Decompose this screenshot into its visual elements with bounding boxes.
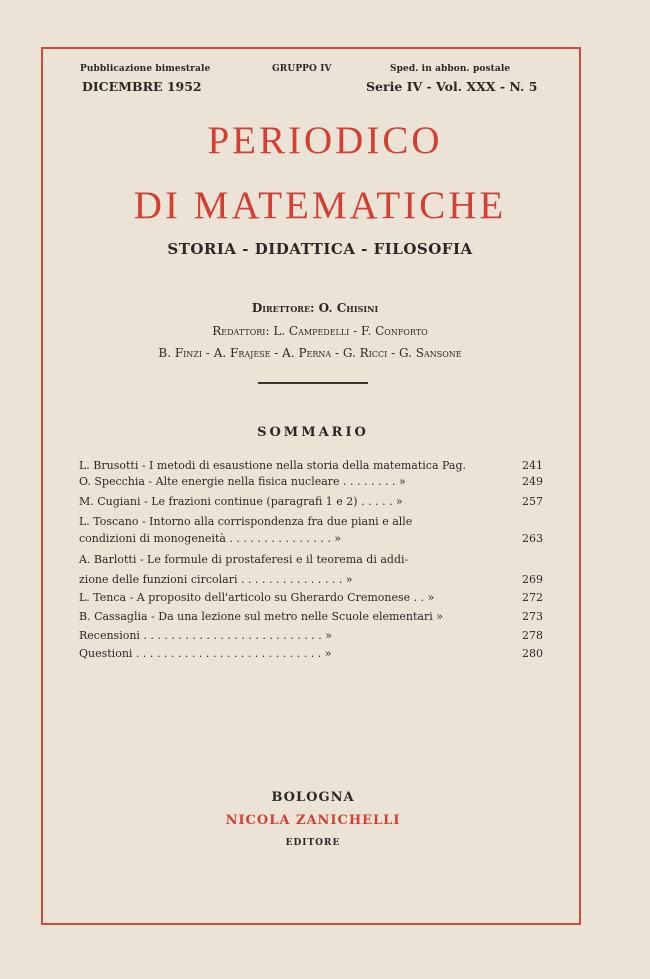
postal-label: Sped. in abbon. postale: [390, 64, 511, 74]
publisher-role: EDITORE: [285, 838, 341, 848]
toc-entry-page: 273: [522, 610, 543, 623]
toc-entry-text: M. Cugiani - Le frazioni continue (paragrafi 1 e 2) . . . . . »: [79, 495, 403, 508]
toc-entry: [79, 590, 543, 606]
divider-rule: [258, 382, 368, 384]
publisher-city: BOLOGNA: [271, 790, 355, 805]
toc-entry: [79, 609, 543, 625]
title-line-2: DI MATEMATICHE: [133, 184, 507, 227]
toc-entry-text: A. Barlotti - Le formule di prostaferesi e il teorema di addi-: [79, 553, 409, 566]
issue-date: DICEMBRE 1952: [82, 79, 202, 94]
toc-entry: [79, 628, 543, 644]
title-line-1: PERIODICO: [207, 119, 443, 162]
group-label: GRUPPO IV: [272, 64, 332, 74]
director-line: Direttore: O. Chisini: [251, 301, 379, 315]
summary-heading: SOMMARIO: [257, 425, 369, 440]
toc-entry-page: 249: [522, 475, 543, 488]
toc-entry-text: L. Brusotti - I metodi di esaustione nella storia della matematica Pag.: [79, 459, 467, 472]
toc-entry: [79, 552, 543, 568]
toc-entry-page: 263: [522, 532, 543, 545]
toc-entry: [79, 646, 543, 662]
toc-entry-page: 257: [522, 495, 543, 508]
periodicity-label: Pubblicazione bimestrale: [80, 64, 211, 74]
toc-entry: [79, 514, 543, 530]
toc-entry: [79, 474, 543, 490]
subtitle: STORIA - DIDATTICA - FILOSOFIA: [167, 240, 473, 258]
toc-entry-text: L. Toscano - Intorno alla corrispondenza fra due piani e alle: [79, 515, 413, 528]
toc-entry-text: B. Cassaglia - Da una lezione sul metro nelle Scuole elementari »: [79, 610, 443, 623]
contributors-line: B. Finzi - A. Frajese - A. Perna - G. Ricci - G. Sansone: [158, 346, 462, 360]
toc-entry-text: Recensioni . . . . . . . . . . . . . . . . . . . . . . . . . . »: [79, 629, 332, 642]
editors-line: Redattori: L. Campedelli - F. Conforto: [212, 324, 428, 338]
toc-entry-page: 241: [522, 459, 543, 472]
toc-entry: [79, 572, 543, 588]
toc-entry-page: 269: [522, 573, 543, 586]
toc-entry-text: condizioni di monogeneità . . . . . . . . . . . . . . . »: [79, 532, 342, 545]
toc-entry-text: zione delle funzioni circolari . . . . . . . . . . . . . . . »: [79, 573, 353, 586]
publisher-name: NICOLA ZANICHELLI: [225, 813, 401, 828]
toc-entry-text: Questioni . . . . . . . . . . . . . . . . . . . . . . . . . . . »: [79, 647, 332, 660]
toc-entry-text: L. Tenca - A proposito dell'articolo su Gherardo Cremonese . . »: [79, 591, 435, 604]
toc-entry-text: O. Specchia - Alte energie nella fisica nucleare . . . . . . . . »: [79, 475, 406, 488]
toc-entry: [79, 494, 543, 510]
toc-entry-page: 272: [522, 591, 543, 604]
toc-entry-page: 280: [522, 647, 543, 660]
toc-entry-page: 278: [522, 629, 543, 642]
issue-series: Serie IV - Vol. XXX - N. 5: [366, 79, 538, 94]
toc-entry: [79, 458, 543, 474]
toc-entry: [79, 531, 543, 547]
